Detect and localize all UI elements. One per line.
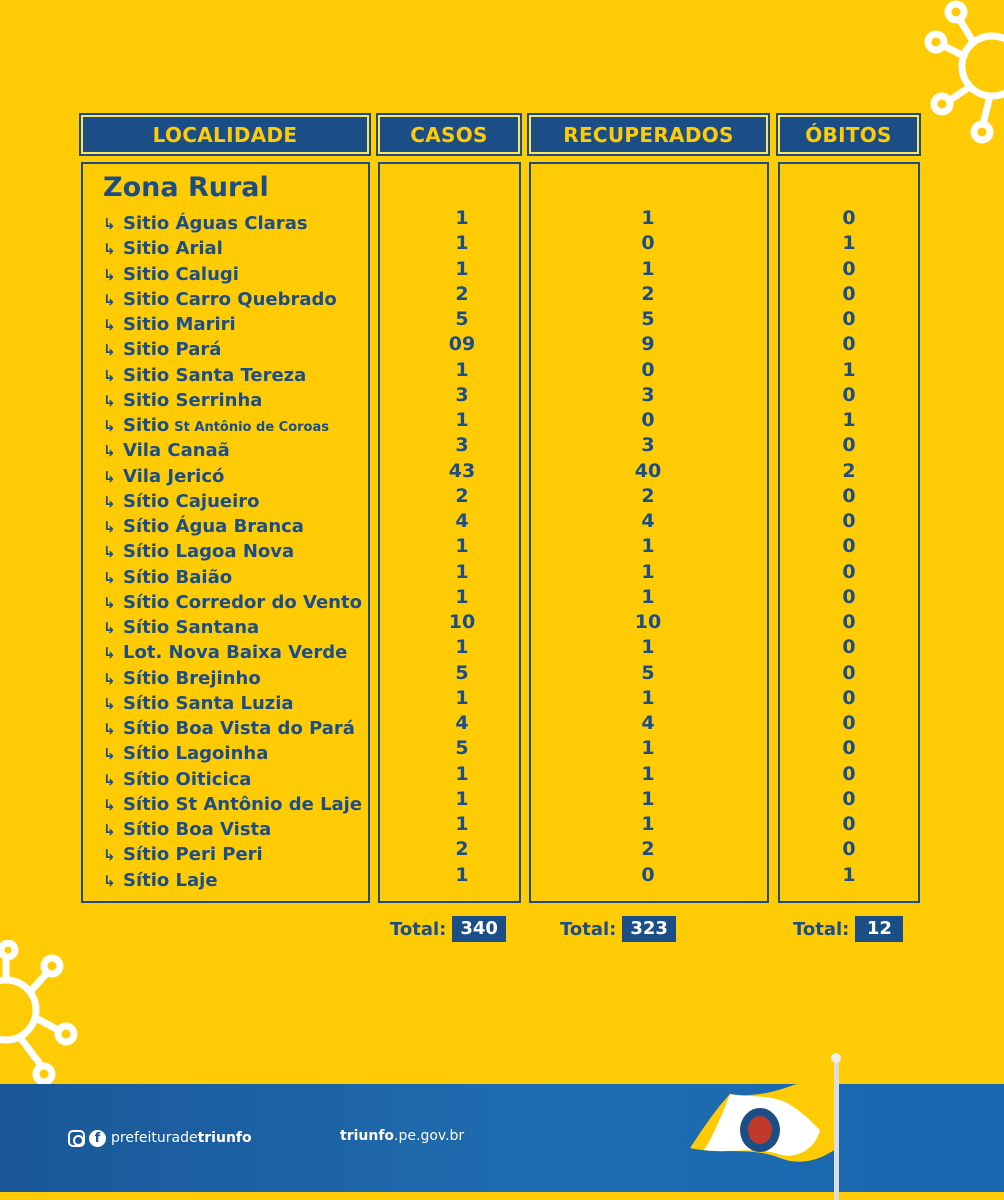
table-row bbox=[0, 863, 1004, 895]
recuperados-value: 0 bbox=[641, 358, 655, 381]
casos-value: 5 bbox=[455, 661, 469, 684]
recuperados-value: 2 bbox=[641, 282, 655, 305]
sub-item-arrow-icon: ↳ bbox=[103, 593, 116, 612]
recuperados-value: 1 bbox=[641, 636, 655, 659]
locality-cell bbox=[103, 264, 239, 285]
zona-title: Zona Rural bbox=[103, 172, 269, 203]
sub-item-arrow-icon: ↳ bbox=[103, 568, 116, 587]
recuperados-value: 3 bbox=[641, 434, 655, 457]
recuperados-value: 2 bbox=[641, 484, 655, 507]
obitos-value: 1 bbox=[842, 358, 856, 381]
website-bold: triunfo bbox=[340, 1128, 395, 1144]
obitos-value: 1 bbox=[842, 863, 856, 886]
obitos-value: 0 bbox=[842, 813, 856, 835]
total-label: Total: bbox=[560, 918, 617, 940]
locality-cell bbox=[103, 314, 236, 335]
recuperados-value: 4 bbox=[641, 712, 655, 734]
total-label: Total: bbox=[793, 918, 850, 940]
sub-item-arrow-icon: ↳ bbox=[103, 694, 116, 713]
locality-name: Sítio Peri Peri bbox=[123, 844, 263, 866]
locality-cell bbox=[103, 642, 347, 663]
social-handle[interactable] bbox=[68, 1128, 252, 1148]
sub-item-arrow-icon: ↳ bbox=[103, 543, 116, 562]
recuperados-value: 4 bbox=[641, 510, 655, 532]
recuperados-value: 2 bbox=[641, 838, 655, 861]
casos-value: 1 bbox=[455, 358, 469, 381]
recuperados-value: 1 bbox=[641, 207, 655, 229]
obitos-value: 0 bbox=[842, 712, 856, 734]
locality-name: Sítio Brejinho bbox=[123, 667, 261, 689]
casos-value: 2 bbox=[455, 484, 469, 507]
flag-icon bbox=[620, 1050, 1004, 1200]
locality-cell bbox=[103, 743, 268, 764]
recuperados-value: 3 bbox=[641, 383, 655, 406]
header-localidade: LOCALIDADE bbox=[81, 115, 369, 154]
total-label: Total: bbox=[390, 918, 447, 940]
obitos-value: 1 bbox=[842, 409, 856, 431]
facebook-icon: f bbox=[89, 1130, 106, 1147]
locality-cell bbox=[103, 516, 304, 537]
casos-value: 1 bbox=[455, 813, 469, 835]
obitos-value: 0 bbox=[842, 686, 856, 709]
obitos-value: 0 bbox=[842, 611, 856, 633]
locality-name: Sítio Corredor do Vento bbox=[123, 591, 362, 613]
casos-value: 1 bbox=[455, 762, 469, 785]
locality-name: Sitio Pará bbox=[123, 339, 222, 361]
locality-name: Sítio Água Branca bbox=[123, 516, 304, 537]
sub-item-arrow-icon: ↳ bbox=[103, 669, 116, 688]
obitos-value: 2 bbox=[842, 459, 856, 482]
sub-item-arrow-icon: ↳ bbox=[103, 795, 116, 814]
locality-name: Sítio Santana bbox=[123, 617, 260, 638]
locality-name: Sitio Calugi bbox=[123, 263, 239, 285]
social-handle-bold: triunfo bbox=[197, 1130, 252, 1146]
virus-decoration-top-right-icon bbox=[920, 0, 1004, 150]
sub-item-arrow-icon: ↳ bbox=[103, 745, 116, 764]
locality-cell bbox=[103, 693, 294, 714]
obitos-value: 0 bbox=[842, 282, 856, 305]
total-recuperados-value: 323 bbox=[622, 916, 676, 942]
locality-name: Sítio Cajueiro bbox=[123, 490, 260, 512]
recuperados-value: 10 bbox=[634, 611, 662, 633]
obitos-value: 0 bbox=[842, 636, 856, 659]
recuperados-value: 1 bbox=[641, 560, 655, 583]
recuperados-value: 1 bbox=[641, 585, 655, 608]
sub-item-arrow-icon: ↳ bbox=[103, 215, 116, 233]
sub-item-arrow-icon: ↳ bbox=[103, 316, 116, 334]
casos-value: 1 bbox=[455, 585, 469, 608]
locality-cell bbox=[103, 794, 362, 815]
sub-item-arrow-icon: ↳ bbox=[103, 341, 116, 360]
locality-cell bbox=[103, 617, 259, 638]
sub-item-arrow-icon: ↳ bbox=[103, 290, 116, 309]
obitos-value: 0 bbox=[842, 737, 856, 760]
locality-name: Sitio bbox=[123, 415, 170, 436]
recuperados-value: 1 bbox=[641, 737, 655, 760]
casos-value: 10 bbox=[448, 611, 476, 633]
locality-name-detail: St Antônio de Coroas bbox=[174, 420, 329, 435]
obitos-value: 0 bbox=[842, 207, 856, 229]
recuperados-value: 0 bbox=[641, 409, 655, 431]
obitos-value: 0 bbox=[842, 383, 856, 406]
casos-value: 1 bbox=[455, 686, 469, 709]
casos-value: 4 bbox=[455, 712, 469, 734]
casos-value: 09 bbox=[448, 333, 476, 356]
sub-item-arrow-icon: ↳ bbox=[103, 871, 116, 890]
sub-item-arrow-icon: ↳ bbox=[103, 770, 116, 789]
recuperados-value: 40 bbox=[634, 459, 662, 482]
obitos-value: 0 bbox=[842, 333, 856, 356]
locality-cell bbox=[103, 491, 260, 512]
locality-name: Sitio Mariri bbox=[123, 314, 236, 335]
social-handle-prefix: prefeiturade bbox=[111, 1130, 198, 1146]
obitos-value: 0 bbox=[842, 257, 856, 280]
sub-item-arrow-icon: ↳ bbox=[103, 619, 116, 637]
casos-value: 5 bbox=[455, 737, 469, 760]
recuperados-value: 1 bbox=[641, 813, 655, 835]
obitos-value: 0 bbox=[842, 484, 856, 507]
casos-value: 2 bbox=[455, 838, 469, 861]
casos-value: 1 bbox=[455, 257, 469, 280]
obitos-value: 0 bbox=[842, 585, 856, 608]
locality-cell bbox=[103, 289, 337, 310]
casos-value: 1 bbox=[455, 207, 469, 229]
locality-cell bbox=[103, 769, 251, 790]
locality-cell bbox=[103, 592, 362, 613]
locality-name: Sítio Laje bbox=[123, 869, 218, 891]
casos-value: 5 bbox=[455, 308, 469, 330]
recuperados-value: 1 bbox=[641, 535, 655, 558]
header-casos: CASOS bbox=[378, 115, 520, 154]
obitos-value: 0 bbox=[842, 762, 856, 785]
obitos-value: 0 bbox=[842, 787, 856, 810]
casos-value: 4 bbox=[455, 510, 469, 532]
casos-value: 1 bbox=[455, 560, 469, 583]
casos-value: 1 bbox=[455, 787, 469, 810]
locality-cell bbox=[103, 541, 294, 562]
casos-value: 3 bbox=[455, 383, 469, 406]
locality-cell bbox=[103, 567, 232, 588]
recuperados-value: 0 bbox=[641, 232, 655, 255]
obitos-value: 0 bbox=[842, 535, 856, 558]
sub-item-arrow-icon: ↳ bbox=[103, 467, 116, 486]
total-recuperados bbox=[560, 916, 676, 942]
casos-value: 1 bbox=[455, 232, 469, 255]
sub-item-arrow-icon: ↳ bbox=[103, 846, 116, 865]
locality-name: Sitio Águas Claras bbox=[123, 213, 308, 234]
obitos-value: 1 bbox=[842, 232, 856, 255]
obitos-value: 0 bbox=[842, 838, 856, 861]
sub-item-arrow-icon: ↳ bbox=[103, 366, 116, 385]
locality-cell bbox=[103, 415, 329, 436]
obitos-value: 0 bbox=[842, 661, 856, 684]
sub-item-arrow-icon: ↳ bbox=[103, 492, 116, 511]
recuperados-value: 1 bbox=[641, 686, 655, 709]
virus-decoration-left-icon bbox=[0, 940, 90, 1090]
sub-item-arrow-icon: ↳ bbox=[103, 417, 116, 435]
obitos-value: 0 bbox=[842, 560, 856, 583]
obitos-value: 0 bbox=[842, 510, 856, 532]
header-obitos: ÓBITOS bbox=[778, 115, 919, 154]
locality-name: Sitio Santa Tereza bbox=[123, 364, 307, 386]
total-obitos bbox=[793, 916, 903, 942]
casos-value: 1 bbox=[455, 636, 469, 659]
locality-name: Sítio Lagoinha bbox=[123, 743, 269, 765]
recuperados-value: 1 bbox=[641, 762, 655, 785]
sub-item-arrow-icon: ↳ bbox=[103, 821, 116, 839]
recuperados-value: 1 bbox=[641, 787, 655, 810]
obitos-value: 0 bbox=[842, 434, 856, 457]
sub-item-arrow-icon: ↳ bbox=[103, 720, 116, 738]
header-recuperados: RECUPERADOS bbox=[529, 115, 768, 154]
total-obitos-value: 12 bbox=[855, 916, 903, 942]
locality-cell bbox=[103, 844, 263, 865]
casos-value: 43 bbox=[448, 459, 476, 482]
casos-value: 1 bbox=[455, 409, 469, 431]
instagram-icon bbox=[68, 1130, 85, 1147]
locality-cell bbox=[103, 718, 355, 739]
locality-cell bbox=[103, 440, 230, 461]
website-link[interactable] bbox=[340, 1128, 464, 1144]
sub-item-arrow-icon: ↳ bbox=[103, 265, 116, 284]
locality-cell bbox=[103, 365, 306, 386]
casos-value: 3 bbox=[455, 434, 469, 457]
locality-cell bbox=[103, 668, 261, 689]
locality-name: Sitio Carro Quebrado bbox=[123, 288, 337, 310]
casos-value: 2 bbox=[455, 282, 469, 305]
locality-name: Sitio Serrinha bbox=[123, 389, 263, 411]
sub-item-arrow-icon: ↳ bbox=[103, 240, 116, 259]
casos-value: 1 bbox=[455, 863, 469, 886]
locality-name: Vila Jericó bbox=[123, 465, 225, 487]
locality-cell bbox=[103, 466, 224, 487]
total-casos bbox=[390, 916, 506, 942]
recuperados-value: 0 bbox=[641, 863, 655, 886]
locality-name: Sítio Santa Luzia bbox=[123, 692, 294, 714]
sub-item-arrow-icon: ↳ bbox=[103, 442, 116, 461]
obitos-value: 0 bbox=[842, 308, 856, 330]
locality-cell bbox=[103, 238, 223, 259]
locality-name: Sitio Arial bbox=[123, 238, 223, 260]
casos-value: 1 bbox=[455, 535, 469, 558]
sub-item-arrow-icon: ↳ bbox=[103, 391, 116, 410]
recuperados-value: 5 bbox=[641, 308, 655, 330]
locality-cell bbox=[103, 390, 262, 411]
locality-name: Sítio Lagoa Nova bbox=[123, 541, 295, 563]
locality-cell bbox=[103, 819, 271, 840]
locality-name: Sítio Baião bbox=[123, 566, 233, 588]
locality-name: Sítio St Antônio de Laje bbox=[123, 793, 363, 815]
locality-name: Sítio Boa Vista bbox=[123, 819, 272, 840]
locality-name: Sítio Boa Vista do Pará bbox=[123, 718, 355, 739]
recuperados-value: 1 bbox=[641, 257, 655, 280]
sub-item-arrow-icon: ↳ bbox=[103, 644, 116, 663]
locality-cell bbox=[103, 339, 221, 360]
locality-name: Sítio Oiticica bbox=[123, 768, 252, 790]
locality-cell bbox=[103, 213, 308, 234]
locality-cell bbox=[103, 870, 218, 891]
locality-name: Lot. Nova Baixa Verde bbox=[123, 642, 348, 664]
locality-name: Vila Canaã bbox=[123, 440, 230, 462]
sub-item-arrow-icon: ↳ bbox=[103, 518, 116, 536]
recuperados-value: 9 bbox=[641, 333, 655, 356]
website-rest: .pe.gov.br bbox=[394, 1128, 465, 1144]
recuperados-value: 5 bbox=[641, 661, 655, 684]
total-casos-value: 340 bbox=[452, 916, 506, 942]
